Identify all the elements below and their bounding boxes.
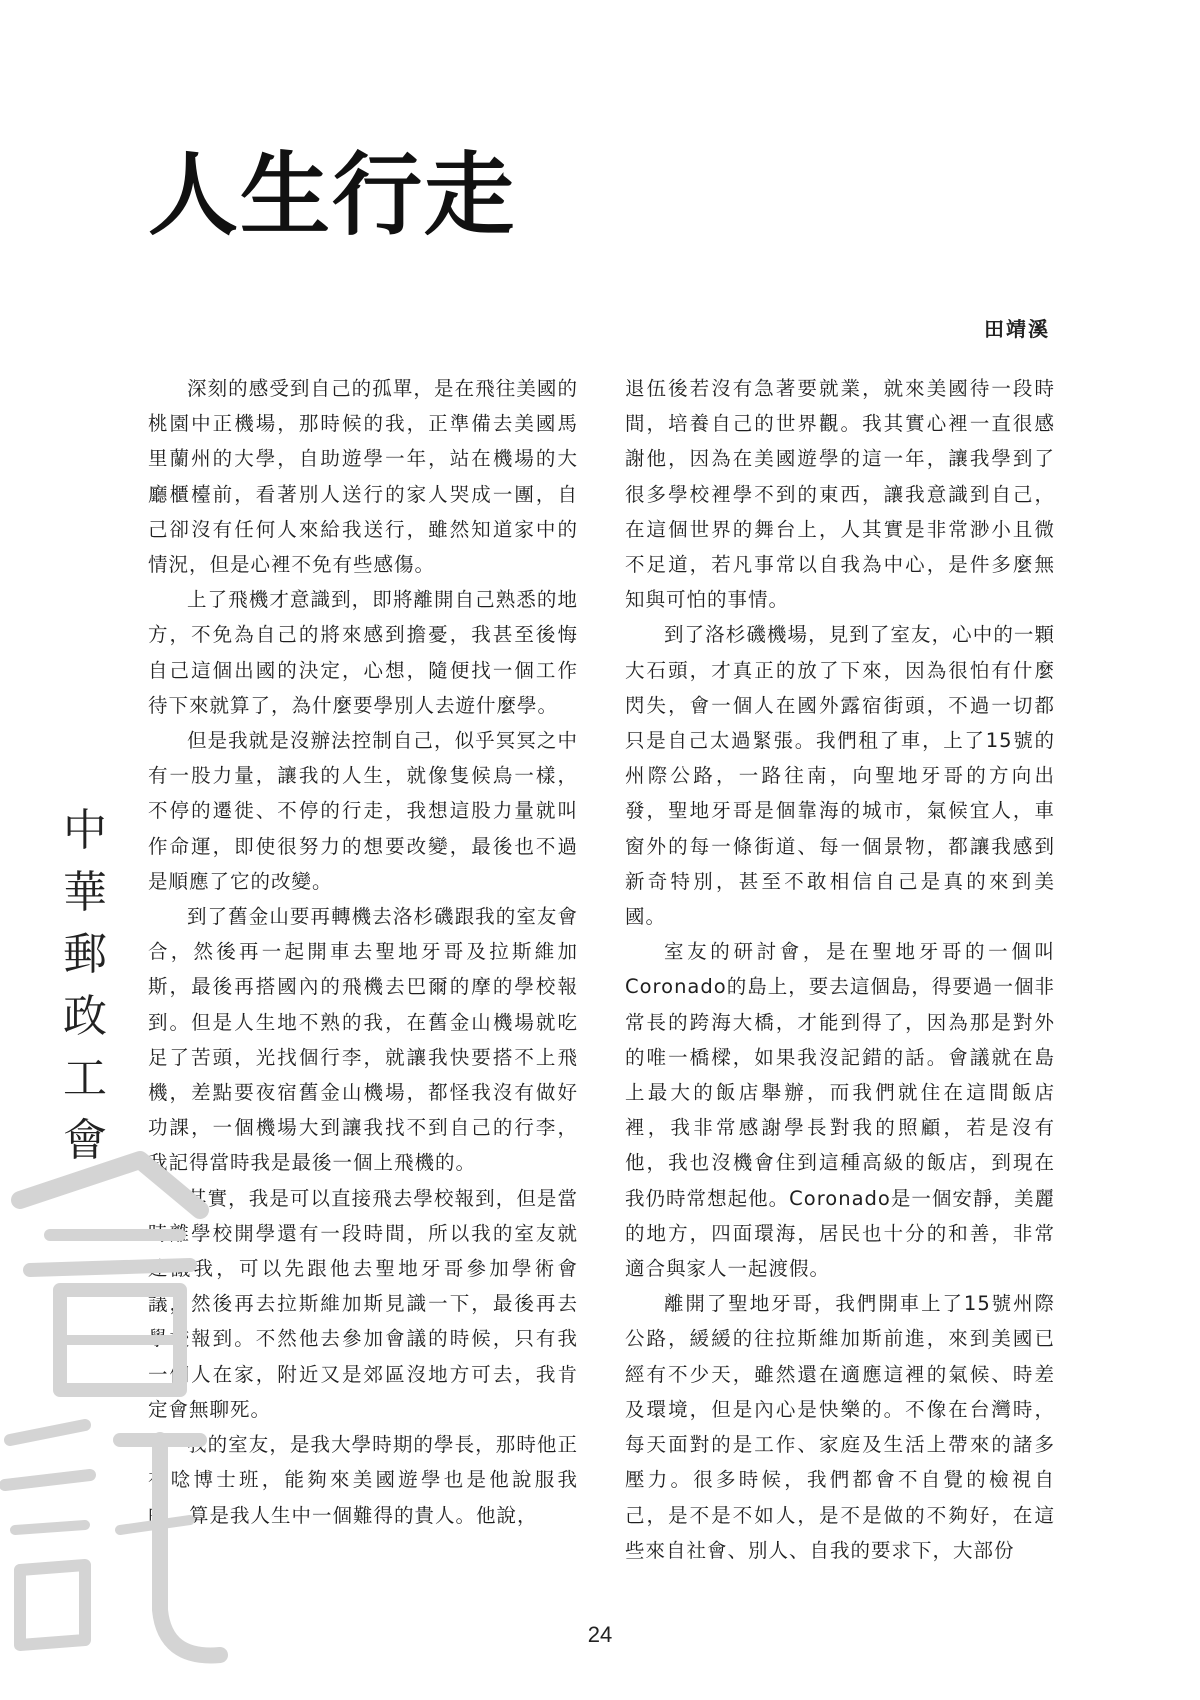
union-name-vertical xyxy=(55,800,115,1172)
paragraph: 到了洛杉磯機場，見到了室友，心中的一顆大石頭，才真正的放了下來，因為很怕有什麼閃失，會一個人在國外露宿街頭，不過一切都只是自己太過緊張。我們租了車，上了15號的州際公路，一路往南，向聖地牙哥的方向出發，聖地牙哥是個靠海的城市，氣候宜人，車窗外的每一條街道、每一個景物，都讓我感到新奇特別，甚至不敢相信自己是真的來到美國。 xyxy=(625,623,1055,929)
paragraph: 我的室友，是我大學時期的學長，那時他正在唸博士班，能夠來美國遊學也是他說服我的，算是我人生中一個難得的貴人。他說， xyxy=(148,1433,578,1527)
union-char: 華 xyxy=(63,867,107,918)
union-char: 政 xyxy=(63,991,107,1042)
author-name: 田靖溪 xyxy=(984,317,1050,341)
article-title: 人生行走 xyxy=(148,142,516,248)
paragraph: 其實，我是可以直接飛去學校報到，但是當時離學校開學還有一段時間，所以我的室友就建議我，可以先跟他去聖地牙哥參加學術會議，然後再去拉斯維加斯見識一下，最後再去學校報到。不然他去參加會議的時候，只有我一個人在家，附近又是郊區沒地方可去，我肯定會無聊死。 xyxy=(148,1186,578,1421)
right-text-column xyxy=(625,371,1055,1568)
paragraph: 深刻的感受到自己的孤單，是在飛往美國的桃園中正機場，那時候的我，正準備去美國馬里蘭州的大學，自助遊學一年，站在機場的大廳櫃檯前，看著別人送行的家人哭成一團，自己卻沒有任何人來給我送行，雖然知道家中的情況，但是心裡不免有些感傷。 xyxy=(148,377,578,577)
paragraph: 上了飛機才意識到，即將離開自己熟悉的地方，不免為自己的將來感到擔憂，我甚至後悔自己這個出國的決定，心想，隨便找一個工作待下來就算了，為什麼要學別人去遊什麼學。 xyxy=(148,588,578,717)
left-text-column xyxy=(148,371,578,1533)
page-number: 24 xyxy=(587,1622,613,1647)
paragraph: 退伍後若沒有急著要就業，就來美國待一段時間，培養自己的世界觀。我其實心裡一直很感謝他，因為在美國遊學的這一年，讓我學到了很多學校裡學不到的東西，讓我意識到自己，在這個世界的舞台上，人其實是非常渺小且微不足道，若凡事常以自我為中心，是件多麼無知與可怕的事情。 xyxy=(625,377,1055,612)
union-char: 會 xyxy=(63,1115,107,1166)
paragraph: 室友的研討會，是在聖地牙哥的一個叫Coronado的島上，要去這個島，得要過一個非常長的跨海大橋，才能到得了，因為那是對外的唯一橋樑，如果我沒記錯的話。會議就在島上最大的飯店舉辦，而我們就住在這間飯店裡，我非常感謝學長對我的照顧，若是沒有他，我也沒機會住到這種高級的飯店，到現在我仍時常想起他。Coronado是一個安靜，美麗的地方，四面環海，居民也十分的和善，非常適合與家人一起渡假。 xyxy=(625,940,1055,1281)
paragraph: 但是我就是沒辦法控制自己，似乎冥冥之中有一股力量，讓我的人生，就像隻候鳥一樣，不停的遷徙、不停的行走，我想這股力量就叫作命運，即使很努力的想要改變，最後也不過是順應了它的改變。 xyxy=(148,729,578,893)
paragraph: 離開了聖地牙哥，我們開車上了15號州際公路，緩緩的往拉斯維加斯前進，來到美國已經有不少天，雖然還在適應這裡的氣候、時差及環境，但是內心是快樂的。不像在台灣時，每天面對的是工作、家庭及生活上帶來的諸多壓力。很多時候，我們都會不自覺的檢視自己，是不是不如人，是不是做的不夠好，在這些來自社會、別人、自我的要求下，大部份 xyxy=(625,1292,1055,1562)
union-char: 郵 xyxy=(63,929,107,980)
paragraph: 到了舊金山要再轉機去洛杉磯跟我的室友會合，然後再一起開車去聖地牙哥及拉斯維加斯，最後再搭國內的飛機去巴爾的摩的學校報到。但是人生地不熟的我，在舊金山機場就吃足了苦頭，光找個行李，就讓我快要搭不上飛機，差點要夜宿舊金山機場，都怪我沒有做好功課，一個機場大到讓我找不到自己的行李，我記得當時我是最後一個上飛機的。 xyxy=(148,905,578,1175)
union-char: 中 xyxy=(63,805,107,856)
union-char: 工 xyxy=(63,1053,107,1104)
